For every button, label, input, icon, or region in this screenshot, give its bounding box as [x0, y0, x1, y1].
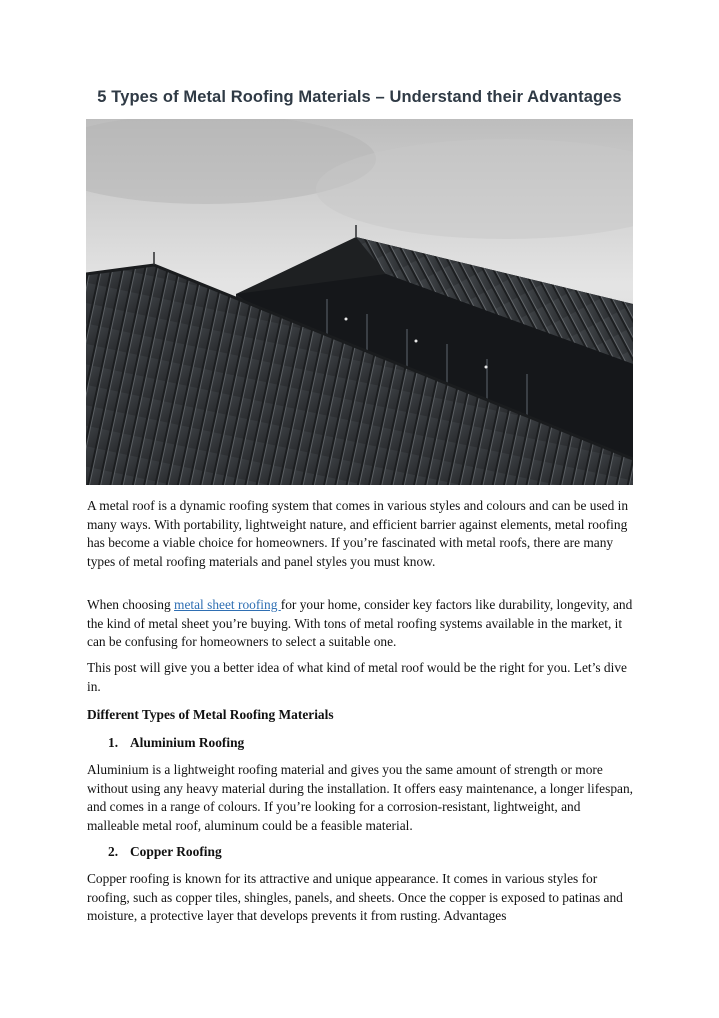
page-title: 5 Types of Metal Roofing Materials – Understand their Advantages	[97, 88, 622, 106]
list-item-title: Copper Roofing	[130, 844, 222, 859]
intro-paragraph: A metal roof is a dynamic roofing system that comes in various styles and colours and can be used in many ways. With portability, lightweight nature, and efficient barrier against elements, metal roofing has become a viable choice for homeowners. If you’re fascinated with metal roofs, there are many types of metal roofing materials and panel styles you must know.	[87, 498, 629, 569]
metal-sheet-roofing-link[interactable]: metal sheet roofing	[174, 597, 281, 612]
roof-photo	[86, 119, 633, 485]
list-item-number: 1.	[108, 735, 119, 750]
list-item-heading	[108, 734, 656, 753]
choosing-paragraph	[87, 596, 635, 652]
choosing-text-before: When choosing	[87, 597, 175, 612]
list-item-title: Aluminium Roofing	[130, 735, 245, 750]
list-item-number: 2.	[108, 844, 119, 859]
list-item-heading	[108, 843, 656, 862]
section-heading: Different Types of Metal Roofing Materials	[87, 707, 334, 722]
choosing-text-after: for your home, consider key factors like durability, longevity, and the kind of metal sheet you’re buying. With tons of metal roofing systems available in the market, it can be confusing for homeowners to select a suitable one.	[87, 597, 633, 649]
post-intro-paragraph: This post will give you a better idea of what kind of metal roof would be the right for you. Let’s dive in.	[87, 660, 627, 694]
aluminium-paragraph: Aluminium is a lightweight roofing material and gives you the same amount of strength or more without using any heavy material during the installation. It offers easy maintenance, a longer lifespan, and comes in a range of colours. If you’re looking for a corrosion-resistant, lightweight, and malleable metal roof, aluminum could be a feasible material.	[87, 762, 634, 833]
copper-paragraph: Copper roofing is known for its attractive and unique appearance. It comes in various styles for roofing, such as copper tiles, shingles, panels, and sheets. Once the copper is exposed to patinas and moisture, a protective layer that develops prevents it from rusting. Advantages	[87, 871, 623, 923]
hero-image	[86, 119, 633, 485]
